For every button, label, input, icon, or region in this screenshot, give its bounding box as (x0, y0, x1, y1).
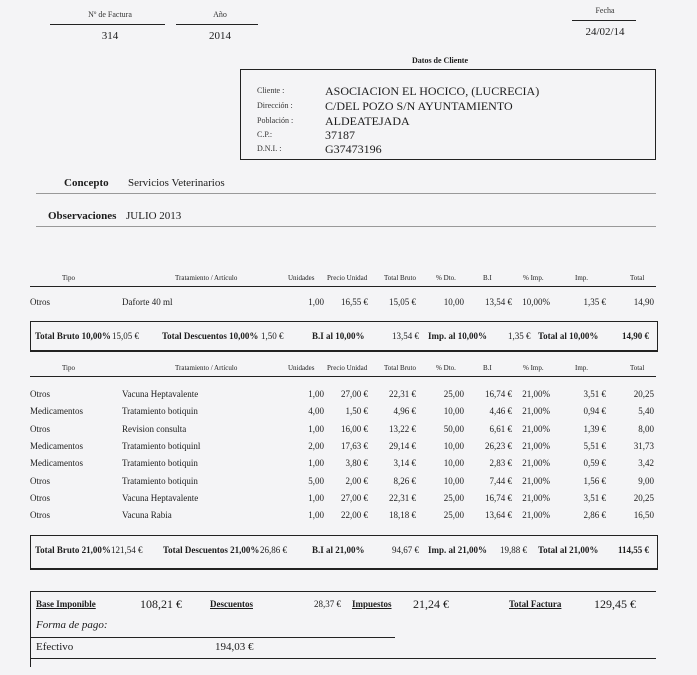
col-bi: B.I (483, 274, 492, 282)
fecha-label: Fecha (595, 6, 615, 15)
impuestos-label: Impuestos (352, 599, 392, 609)
col-tratamiento: Tratamiento / Artículo (175, 274, 238, 282)
descuentos-label: Descuentos (210, 599, 253, 609)
imp-10-label: Imp. al 10,00% (428, 331, 488, 341)
concepto-value: Servicios Veterinarios (128, 177, 225, 189)
cell-unidades: 1,00 (308, 389, 324, 399)
cell-imp: 2,86 € (583, 510, 606, 521)
cell-tipo: Otros (30, 423, 50, 434)
cell-tipo: Otros (30, 389, 50, 399)
forma-pago-amount: 194,03 € (215, 641, 254, 653)
cell-bi: 16,74 € (485, 492, 512, 503)
table-row (0, 476, 697, 490)
bi-10-value: 13,54 € (392, 331, 419, 341)
bi-21-label: B.I al 21,00% (312, 545, 365, 555)
factura-label: Nº de Factura (88, 10, 132, 19)
cell-tratamiento: Vacuna Rabia (122, 510, 172, 521)
imp-10-value: 1,35 € (508, 331, 531, 341)
footer-top-rule (30, 591, 656, 592)
cell-tratamiento: Revision consulta (122, 423, 187, 434)
ano-value: 2014 (209, 30, 231, 42)
cell-total: 20,25 (633, 389, 654, 399)
col-imp: Imp. (575, 274, 589, 282)
cliente-label: Cliente : (257, 86, 285, 95)
footer-left-rule (30, 591, 31, 667)
forma-pago-rule (30, 637, 395, 638)
total-21-label: Total al 21,00% (538, 545, 599, 555)
table-row (0, 297, 697, 311)
cell-unidades: 1,00 (308, 458, 324, 469)
imp-21-value: 19,88 € (500, 545, 527, 555)
cell-tipo: Medicamentos (30, 458, 83, 469)
col-unidades: Unidades (288, 364, 315, 372)
observaciones-underline (36, 226, 656, 227)
cell-dto: 10,00 (443, 475, 464, 486)
cell-tipo: Otros (30, 510, 50, 521)
cell-imp-pct: 21,00% (522, 492, 550, 503)
cell-imp-pct: 21,00% (522, 510, 550, 521)
cell-bi: 16,74 € (485, 389, 512, 399)
dni-value: G37473196 (325, 142, 382, 156)
direccion-label: Dirección : (257, 101, 293, 110)
col-total: Total (630, 274, 645, 282)
concepto-underline (36, 193, 656, 194)
cell-tratamiento: Daforte 40 ml (122, 297, 173, 307)
col-dto: % Dto. (436, 364, 456, 372)
cell-unidades: 1,00 (308, 510, 324, 521)
cell-total: 31,73 (633, 440, 654, 451)
cp-label: C.P.: (257, 130, 273, 139)
col-unidades: Unidades (288, 274, 315, 282)
col-tipo: Tipo (62, 274, 75, 282)
cell-total-bruto: 29,14 € (389, 440, 416, 451)
cell-tratamiento: Tratamiento botiquin (122, 458, 198, 469)
factura-number: 314 (101, 30, 119, 42)
cell-total: 8,00 (638, 423, 654, 434)
cell-dto: 10,00 (443, 458, 464, 469)
table-row (0, 441, 697, 455)
cell-dto: 10,00 (443, 440, 464, 451)
cell-total-bruto: 3,14 € (393, 458, 416, 469)
cell-imp-pct: 21,00% (522, 475, 550, 486)
cell-precio: 2,00 € (345, 475, 368, 486)
cell-precio: 27,00 € (341, 389, 368, 399)
cell-dto: 25,00 (443, 492, 464, 503)
ano-label: Año (213, 10, 227, 19)
col-tipo: Tipo (62, 364, 75, 372)
col-tratamiento: Tratamiento / Artículo (175, 364, 238, 372)
cell-imp-pct: 21,00% (522, 458, 550, 469)
cell-bi: 2,83 € (489, 458, 512, 469)
cell-total: 16,50 (633, 510, 654, 521)
concepto-label: Concepto (64, 177, 109, 189)
total-bruto-10-label: Total Bruto 10,00% (35, 331, 111, 341)
cell-tratamiento: Tratamiento botiquin (122, 406, 198, 417)
descuentos-value: 28,37 € (314, 599, 341, 609)
cell-unidades: 1,00 (308, 492, 324, 503)
cell-tipo: Medicamentos (30, 440, 83, 451)
cliente-title: Datos de Cliente (412, 56, 468, 65)
base-imponible-label: Base Imponible (36, 599, 96, 609)
cell-dto: 10,00 (443, 297, 464, 307)
imp-21-label: Imp. al 21,00% (428, 545, 488, 555)
col-total-bruto: Total Bruto (384, 274, 416, 282)
cell-tipo: Otros (30, 492, 50, 503)
cell-precio: 16,55 € (341, 297, 368, 307)
cell-bi: 7,44 € (489, 475, 512, 486)
forma-pago-value: Efectivo (36, 641, 74, 653)
cell-tipo: Medicamentos (30, 406, 83, 417)
dni-label: D.N.I. : (257, 144, 282, 153)
total-desc-10-value: 1,50 € (261, 331, 284, 341)
col-total: Total (630, 364, 645, 372)
cell-imp-pct: 21,00% (522, 406, 550, 417)
observaciones-value: JULIO 2013 (126, 210, 182, 222)
table-row (0, 493, 697, 507)
total-factura-label: Total Factura (509, 599, 562, 609)
impuestos-value: 21,24 € (413, 597, 449, 611)
col-imp: Imp. (575, 364, 589, 372)
col-precio: Precio Unidad (327, 274, 368, 282)
total-bruto-21-label: Total Bruto 21,00% (35, 545, 111, 555)
cell-tratamiento: Vacuna Heptavalente (122, 492, 199, 503)
cell-imp: 0,59 € (583, 458, 606, 469)
total-desc-21-value: 26,86 € (260, 545, 287, 555)
forma-pago-label: Forma de pago: (36, 619, 108, 631)
fecha-underline (572, 20, 636, 21)
cell-dto: 10,00 (443, 406, 464, 417)
observaciones-label: Observaciones (48, 210, 117, 222)
cell-total-bruto: 18,18 € (389, 510, 416, 521)
total-bruto-21-value: 121,54 € (111, 545, 143, 555)
header-rule-2 (30, 376, 656, 377)
cell-precio: 1,50 € (345, 406, 368, 417)
total-factura-value: 129,45 € (594, 597, 636, 611)
total-10-label: Total al 10,00% (538, 331, 599, 341)
cell-total: 9,00 (638, 475, 654, 486)
col-imp-pct: % Imp. (523, 364, 544, 372)
total-10-value: 14,90 € (622, 331, 649, 341)
cell-total: 14,90 (633, 297, 654, 307)
cell-precio: 22,00 € (341, 510, 368, 521)
table-row (0, 389, 697, 403)
base-imponible-value: 108,21 € (140, 597, 182, 611)
cell-imp-pct: 21,00% (522, 389, 550, 399)
cell-tratamiento: Tratamiento botiquin (122, 475, 198, 486)
cell-dto: 50,00 (443, 423, 464, 434)
fecha-value: 24/02/14 (585, 26, 625, 38)
col-dto: % Dto. (436, 274, 456, 282)
cell-imp-pct: 21,00% (522, 423, 550, 434)
cell-imp: 1,35 € (583, 297, 606, 307)
col-imp-pct: % Imp. (523, 274, 544, 282)
cell-total: 5,40 (638, 406, 654, 417)
table-row (0, 406, 697, 420)
table-row (0, 510, 697, 524)
cell-tratamiento: Vacuna Heptavalente (122, 389, 199, 399)
poblacion-label: Población : (257, 116, 294, 125)
cell-tipo: Otros (30, 475, 50, 486)
cell-imp: 1,56 € (583, 475, 606, 486)
cliente-value: ASOCIACION EL HOCICO, (LUCRECIA) (325, 84, 540, 98)
cell-total: 20,25 (633, 492, 654, 503)
cell-unidades: 2,00 (308, 440, 324, 451)
cell-imp: 3,51 € (583, 492, 606, 503)
cell-precio: 3,80 € (345, 458, 368, 469)
cell-total-bruto: 8,26 € (393, 475, 416, 486)
cell-tratamiento: Tratamiento botiquinl (122, 440, 201, 451)
bi-21-value: 94,67 € (392, 545, 419, 555)
cell-precio: 17,63 € (341, 440, 368, 451)
cell-total: 3,42 (638, 458, 654, 469)
cp-value: 37187 (325, 128, 355, 142)
cell-imp: 0,94 € (583, 406, 606, 417)
total-21-value: 114,55 € (618, 545, 650, 555)
cell-unidades: 5,00 (308, 475, 324, 486)
cell-total-bruto: 22,31 € (389, 492, 416, 503)
cell-imp: 3,51 € (583, 389, 606, 399)
cell-total-bruto: 15,05 € (389, 297, 416, 307)
cell-precio: 27,00 € (341, 492, 368, 503)
poblacion-value: ALDEATEJADA (325, 114, 410, 128)
table-row (0, 458, 697, 472)
header-rule-1 (30, 286, 656, 287)
col-bi: B.I (483, 364, 492, 372)
cell-imp-pct: 10,00% (522, 297, 550, 307)
total-bruto-10-value: 15,05 € (112, 331, 139, 341)
cell-unidades: 1,00 (308, 423, 324, 434)
cell-bi: 4,46 € (489, 406, 512, 417)
col-precio: Precio Unidad (327, 364, 368, 372)
total-desc-10-label: Total Descuentos 10,00% (162, 331, 259, 341)
cell-tipo: Otros (30, 297, 50, 307)
cell-unidades: 4,00 (308, 406, 324, 417)
cell-imp-pct: 21,00% (522, 440, 550, 451)
cell-dto: 25,00 (443, 389, 464, 399)
total-desc-21-label: Total Descuentos 21,00% (163, 545, 260, 555)
cell-precio: 16,00 € (341, 423, 368, 434)
cell-unidades: 1,00 (308, 297, 324, 307)
cell-dto: 25,00 (443, 510, 464, 521)
table-row (0, 424, 697, 438)
footer-bottom-rule (30, 658, 656, 659)
cell-bi: 6,61 € (489, 423, 512, 434)
cell-total-bruto: 13,22 € (389, 423, 416, 434)
cell-total-bruto: 22,31 € (389, 389, 416, 399)
cell-imp: 5,51 € (583, 440, 606, 451)
cell-total-bruto: 4,96 € (393, 406, 416, 417)
cell-bi: 13,54 € (485, 297, 512, 307)
factura-underline (50, 24, 165, 25)
cell-bi: 26,23 € (485, 440, 512, 451)
col-total-bruto: Total Bruto (384, 364, 416, 372)
cliente-box (240, 69, 656, 160)
ano-underline (176, 24, 258, 25)
cell-bi: 13,64 € (485, 510, 512, 521)
direccion-value: C/DEL POZO S/N AYUNTAMIENTO (325, 99, 513, 113)
bi-10-label: B.I al 10,00% (312, 331, 365, 341)
cell-imp: 1,39 € (583, 423, 606, 434)
